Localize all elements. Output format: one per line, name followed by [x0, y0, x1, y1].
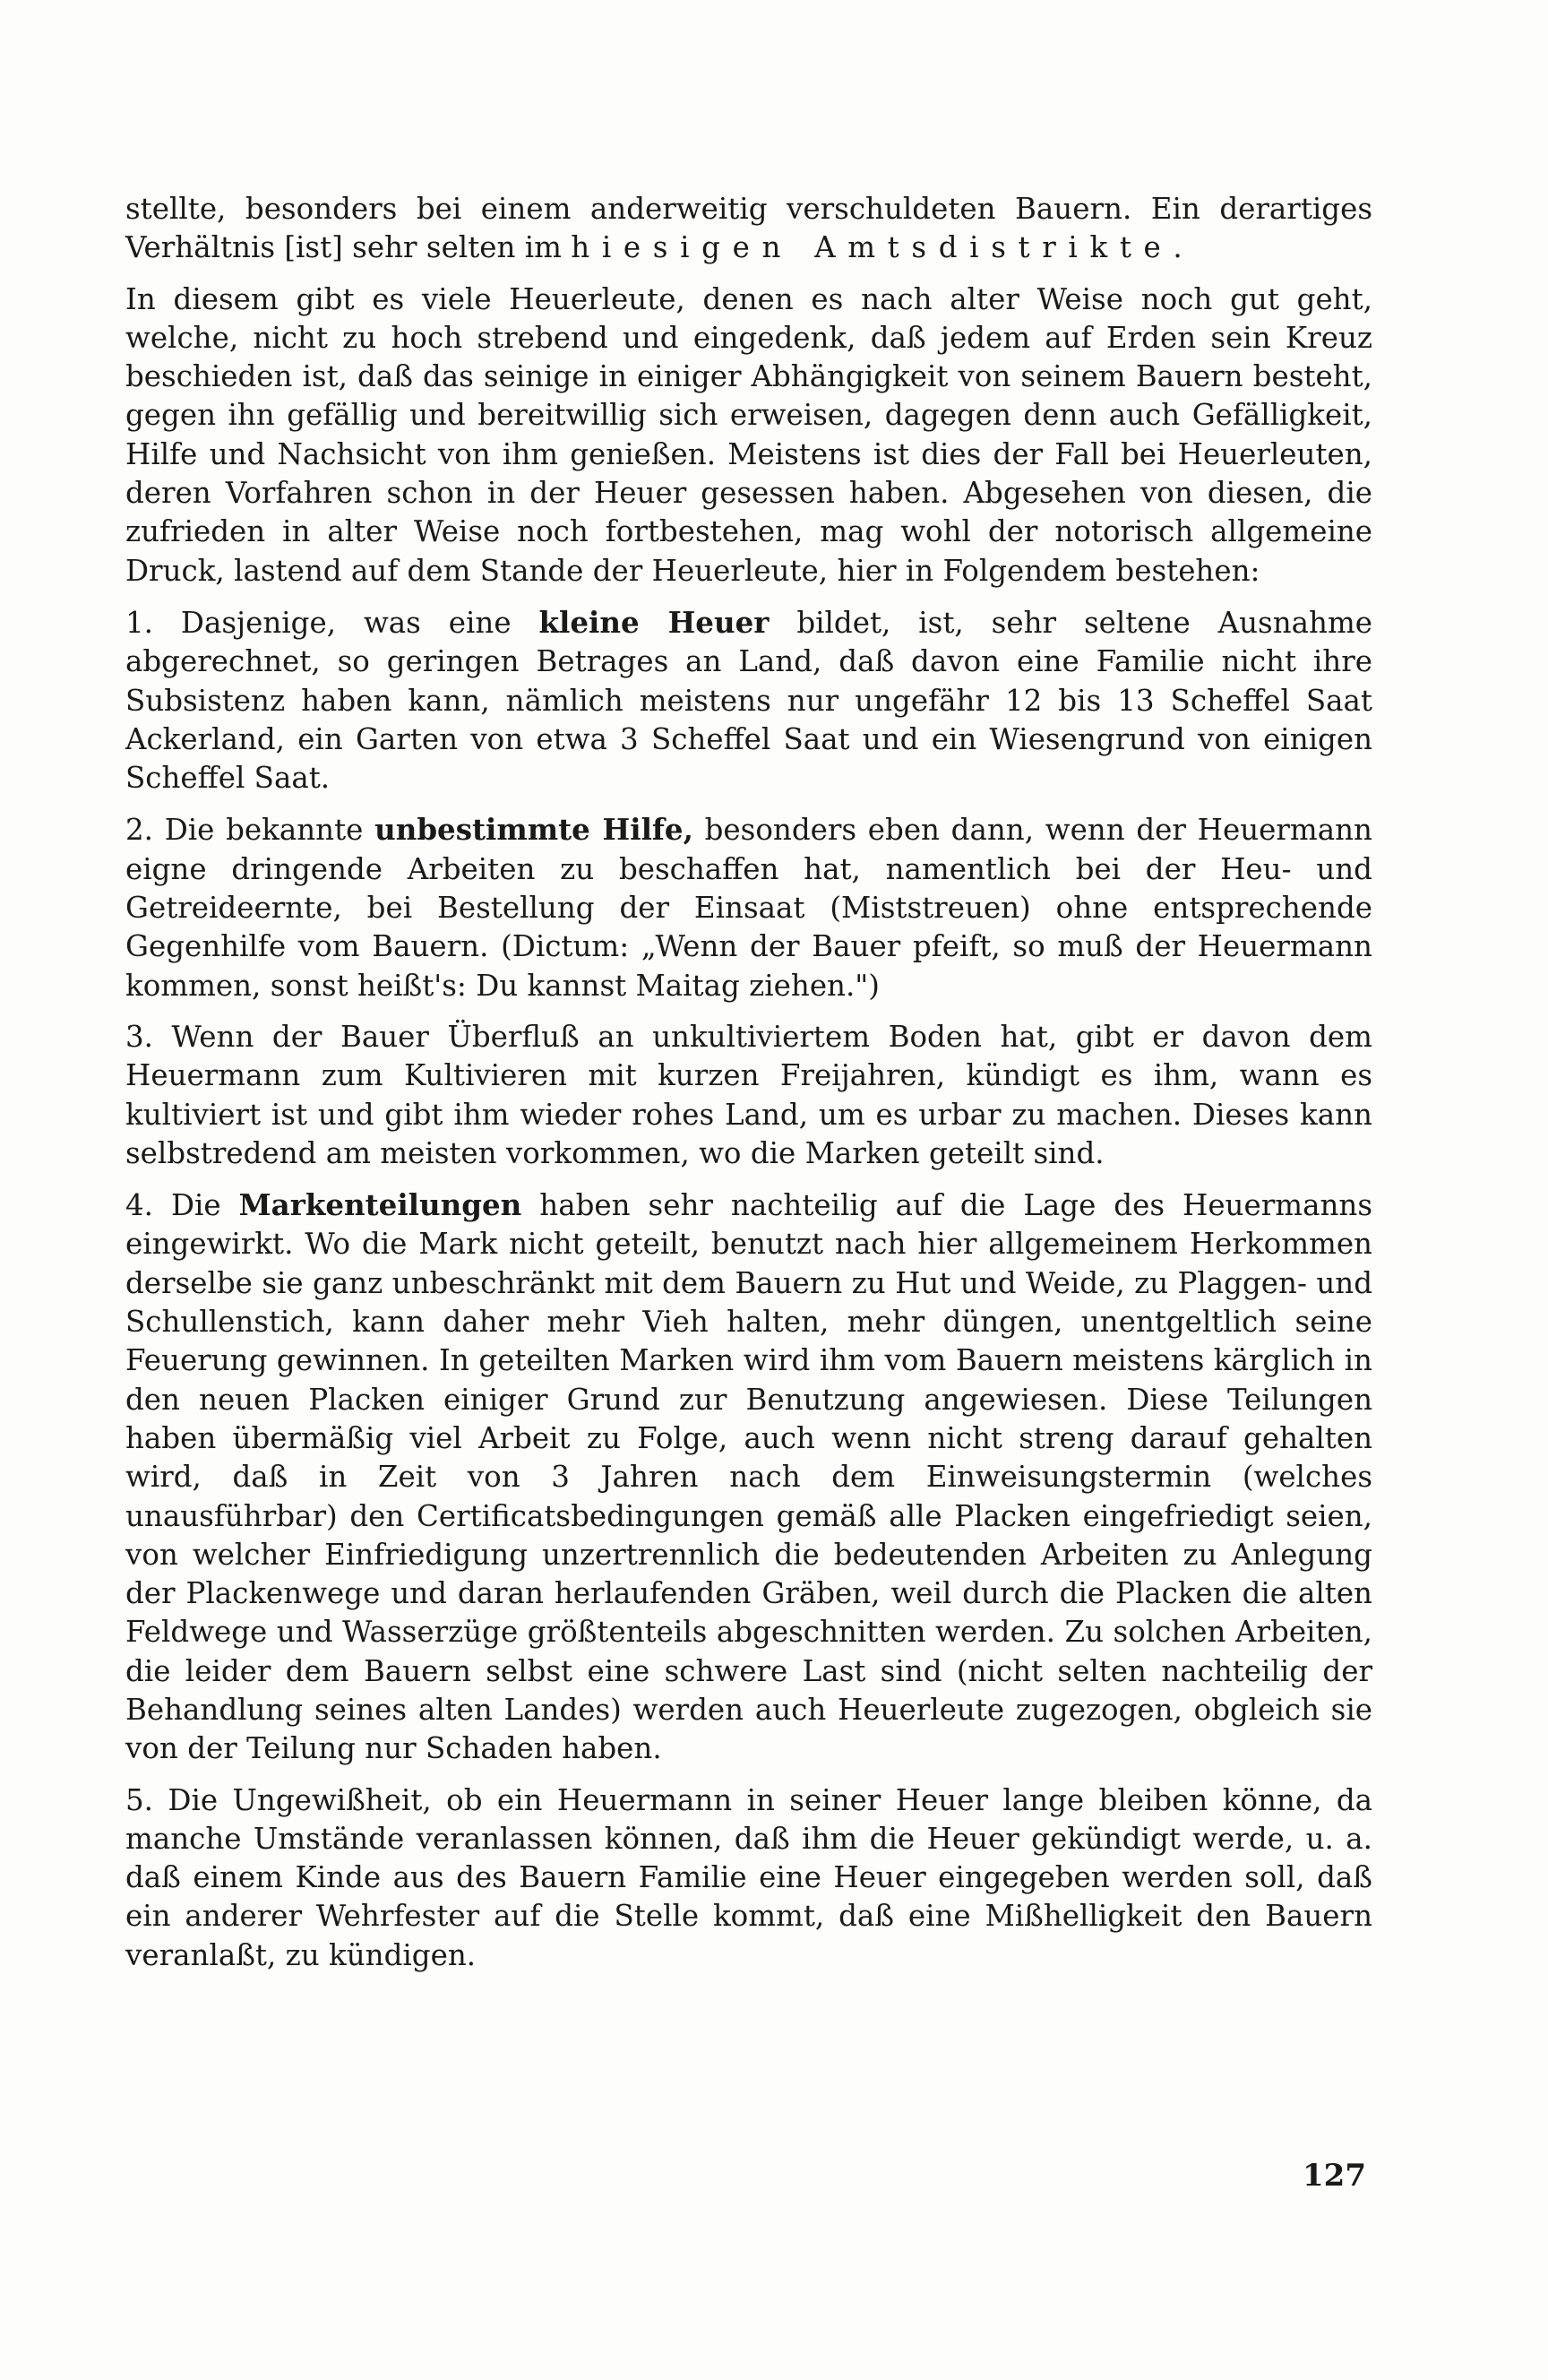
list-item-text: bildet, ist, sehr seltene Ausnahme abgerechnet, so geringen Betrages an Land, daß davon eine Familie nicht ihre Subsistenz haben kann, nämlich meistens nur ungefähr 12 bis 13 Scheffel Saat Ackerland, ein Garten von etwa 3 Scheffel Saat und ein Wiesengrund von einigen Scheffel Saat.: [125, 605, 1373, 796]
list-item-4: [125, 1186, 1372, 1768]
bold-term: unbestimmte Hilfe,: [374, 812, 693, 848]
bold-term: Markenteilungen: [238, 1187, 522, 1223]
list-item-text: besonders eben dann, wenn der Heuermann eigne dringende Arbeiten zu beschaffen hat, namentlich bei der Heu- und Getreideernte, bei Bestellung der Einsaat (Miststreuen) ohne entsprechende Gegenhilfe vom Bauern. (Dictum: „Wenn der Bauer pfeift, so muß der Heuermann kommen, sonst heißt's: Du kannst Maitag ziehen."): [125, 813, 1372, 1003]
list-item-text: haben sehr nachteilig auf die Lage des Heuermanns eingewirkt. Wo die Mark nicht geteilt, benutzt nach hier allgemeinem Herkommen derselbe sie ganz unbeschränkt mit dem Bauern zu Hut und Weide, zu Plaggen- und Schullenstich, kann daher mehr Vieh halten, mehr düngen, unentgeltlich seine Feuerung gewinnen. In geteilten Marken wird ihm vom Bauern meistens kärglich in den neuen Placken einiger Grund zur Benutzung angewiesen. Diese Teilungen haben übermäßig viel Arbeit zu Folge, auch wenn nicht streng darauf gehalten wird, daß in Zeit von 3 Jahren nach dem Einweisungstermin (welches unausführbar) den Certificatsbedingungen gemäß alle Placken eingefriedigt seien, von welcher Einfriedigung unzertrennlich die bedeutenden Arbeiten zu Anlegung der Plackenwege und daran herlaufenden Gräben, weil durch die Placken die alten Feldwege und Wasserzüge größtenteils abgeschnitten werden. Zu solchen Arbeiten, die leider dem Bauern selbst eine schwere Last sind (nicht selten nachteilig der Behandlung seines alten Landes) werden auch Heuerleute zugezogen, obgleich sie von der Teilung nur Schaden haben.: [125, 1188, 1372, 1766]
bold-term: kleine Heuer: [538, 604, 770, 640]
paragraph-intro: [125, 190, 1372, 268]
list-item-text: 1. Dasjenige, was eine: [125, 605, 539, 640]
list-item-1: [125, 603, 1372, 798]
paragraph-text: stellte, besonders bei einem anderweitig verschuldeten Bauern. Ein derartiges Verhältnis [ist] sehr selten im: [125, 192, 1372, 265]
page-number: 127: [1303, 2158, 1366, 2194]
list-item-text: 2. Die bekannte: [125, 813, 375, 848]
list-item-text: 4. Die: [125, 1188, 239, 1223]
list-item-3: 3. Wenn der Bauer Überfluß an unkultiviertem Boden hat, gibt er davon dem Heuermann zum Kultivieren mit kurzen Freijahren, kündigt es ihm, wann es kultiviert ist und gibt ihm wieder rohes Land, um es urbar zu machen. Dieses kann selbstredend am meisten vorkommen, wo die Marken geteilt sind.: [125, 1019, 1372, 1170]
paragraph-heuerleute: In diesem gibt es viele Heuerleute, denen es nach alter Weise noch gut geht, welche, nicht zu hoch strebend und eingedenk, daß jedem auf Erden sein Kreuz beschieden ist, daß das seinige in einiger Abhängigkeit von seinem Bauern besteht, gegen ihn gefällig und bereitwillig sich erweisen, dagegen denn auch Gefälligkeit, Hilfe und Nachsicht von ihm genießen. Meistens ist dies der Fall bei Heuerleuten, deren Vorfahren schon in der Heuer gesessen haben. Abgesehen von diesen, die zufrieden in alter Weise noch fortbestehen, mag wohl der notorisch allgemeine Druck, lastend auf dem Stande der Heuerleute, hier in Folgendem bestehen:: [125, 281, 1372, 588]
body-text: [125, 190, 1372, 1988]
spaced-emphasis: hiesigen Amtsdistrikte.: [571, 230, 1195, 265]
list-item-2: [125, 810, 1372, 1005]
list-item-5: 5. Die Ungewißheit, ob ein Heuermann in seiner Heuer lange bleiben könne, da manche Umstände veranlassen können, daß ihm die Heuer gekündigt werde, u. a. daß einem Kinde aus des Bauern Familie eine Heuer eingegeben werden soll, daß ein anderer Wehrfester auf die Stelle kommt, daß eine Mißhelligkeit den Bauern veranlaßt, zu kündigen.: [125, 1782, 1372, 1972]
